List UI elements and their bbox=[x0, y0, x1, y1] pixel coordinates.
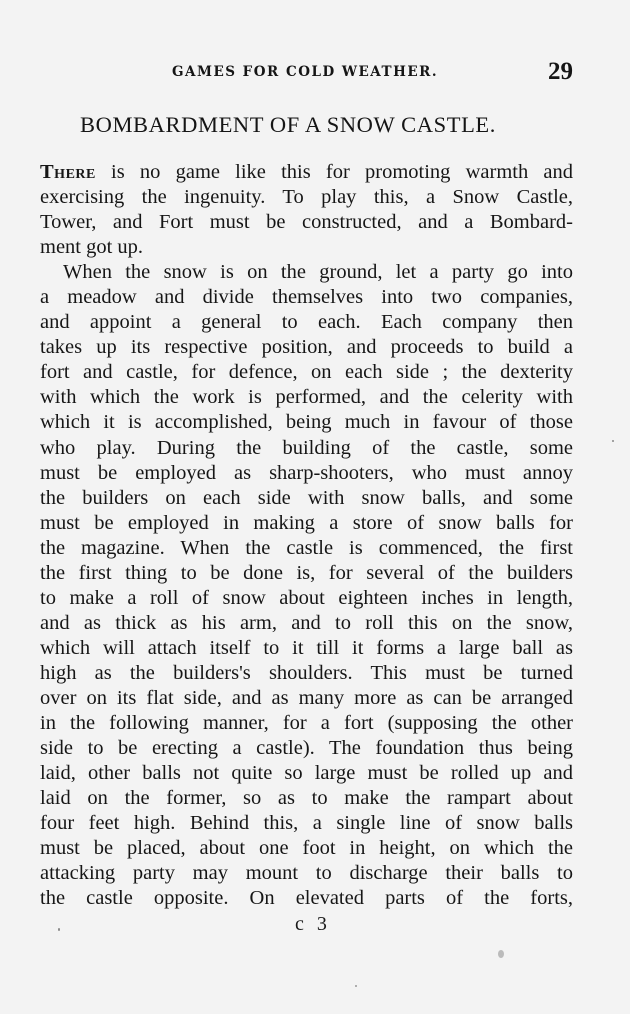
running-head bbox=[0, 58, 630, 92]
text-line: with which the work is performed, and the celerity with bbox=[40, 386, 573, 409]
text-line: over on its flat side, and as many more as can be arranged bbox=[40, 686, 573, 709]
text-line: exercising the ingenuity. To play this, a Snow Castle, bbox=[40, 186, 573, 209]
scan-speck bbox=[612, 440, 614, 442]
text-line: attacking party may mount to discharge their balls to bbox=[40, 862, 573, 885]
body-text bbox=[40, 160, 573, 911]
text-line: laid, other balls not quite so large must be rolled up and bbox=[40, 762, 573, 785]
text-line: ment got up. bbox=[40, 236, 144, 259]
scan-speck bbox=[498, 950, 504, 958]
text-line: which will attach itself to it till it forms a large ball as bbox=[40, 636, 573, 659]
text-line: the castle opposite. On elevated parts of the forts, bbox=[40, 887, 573, 910]
text-line: Tower, and Fort must be constructed, and a Bombard- bbox=[40, 211, 573, 234]
text-line: to make a roll of snow about eighteen inches in length, bbox=[40, 586, 573, 609]
text-line: must be employed in making a store of snow balls for bbox=[40, 511, 573, 534]
text-line: and as thick as his arm, and to roll this on the snow, bbox=[40, 611, 573, 634]
chapter-title: BOMBARDMENT OF A SNOW CASTLE. bbox=[80, 112, 497, 137]
paragraph-2 bbox=[40, 260, 573, 911]
text-line: four feet high. Behind this, a single line of snow balls bbox=[40, 812, 573, 835]
running-head-title: GAMES FOR COLD WEATHER. bbox=[172, 64, 439, 80]
signature-mark: c 3 bbox=[295, 913, 331, 935]
text-line: When the snow is on the ground, let a party go into bbox=[63, 261, 573, 284]
text-line: takes up its respective position, and proceeds to build a bbox=[40, 336, 573, 359]
text-line: who play. During the building of the castle, some bbox=[40, 436, 573, 459]
scan-speck bbox=[355, 985, 357, 987]
text-line-rest: is no game like this for promoting warmth and bbox=[95, 161, 573, 183]
text-line: the first thing to be done is, for several of the builders bbox=[40, 561, 573, 584]
text-line: must be employed as sharp-shooters, who must annoy bbox=[40, 461, 573, 484]
text-line: which it is accomplished, being much in favour of those bbox=[40, 411, 573, 434]
text-line: fort and castle, for defence, on each side ; the dexterity bbox=[40, 361, 573, 384]
text-line: a meadow and divide themselves into two companies, bbox=[40, 286, 573, 309]
text-line bbox=[40, 160, 573, 185]
text-line: the magazine. When the castle is commenced, the first bbox=[40, 536, 573, 559]
paragraph-1 bbox=[40, 160, 573, 260]
text-line: laid on the former, so as to make the rampart about bbox=[40, 787, 573, 810]
scan-speck bbox=[58, 928, 60, 931]
text-line: the builders on each side with snow balls, and some bbox=[40, 486, 573, 509]
page-number: 29 bbox=[548, 58, 573, 85]
text-line: high as the builders's shoulders. This must be turned bbox=[40, 661, 573, 684]
text-line: must be placed, about one foot in height, on which the bbox=[40, 837, 573, 860]
text-line: and appoint a general to each. Each company then bbox=[40, 311, 573, 334]
opening-word: There bbox=[40, 161, 96, 183]
text-line: side to be erecting a castle). The foundation thus being bbox=[40, 737, 573, 760]
text-line: in the following manner, for a fort (supposing the other bbox=[40, 712, 573, 735]
